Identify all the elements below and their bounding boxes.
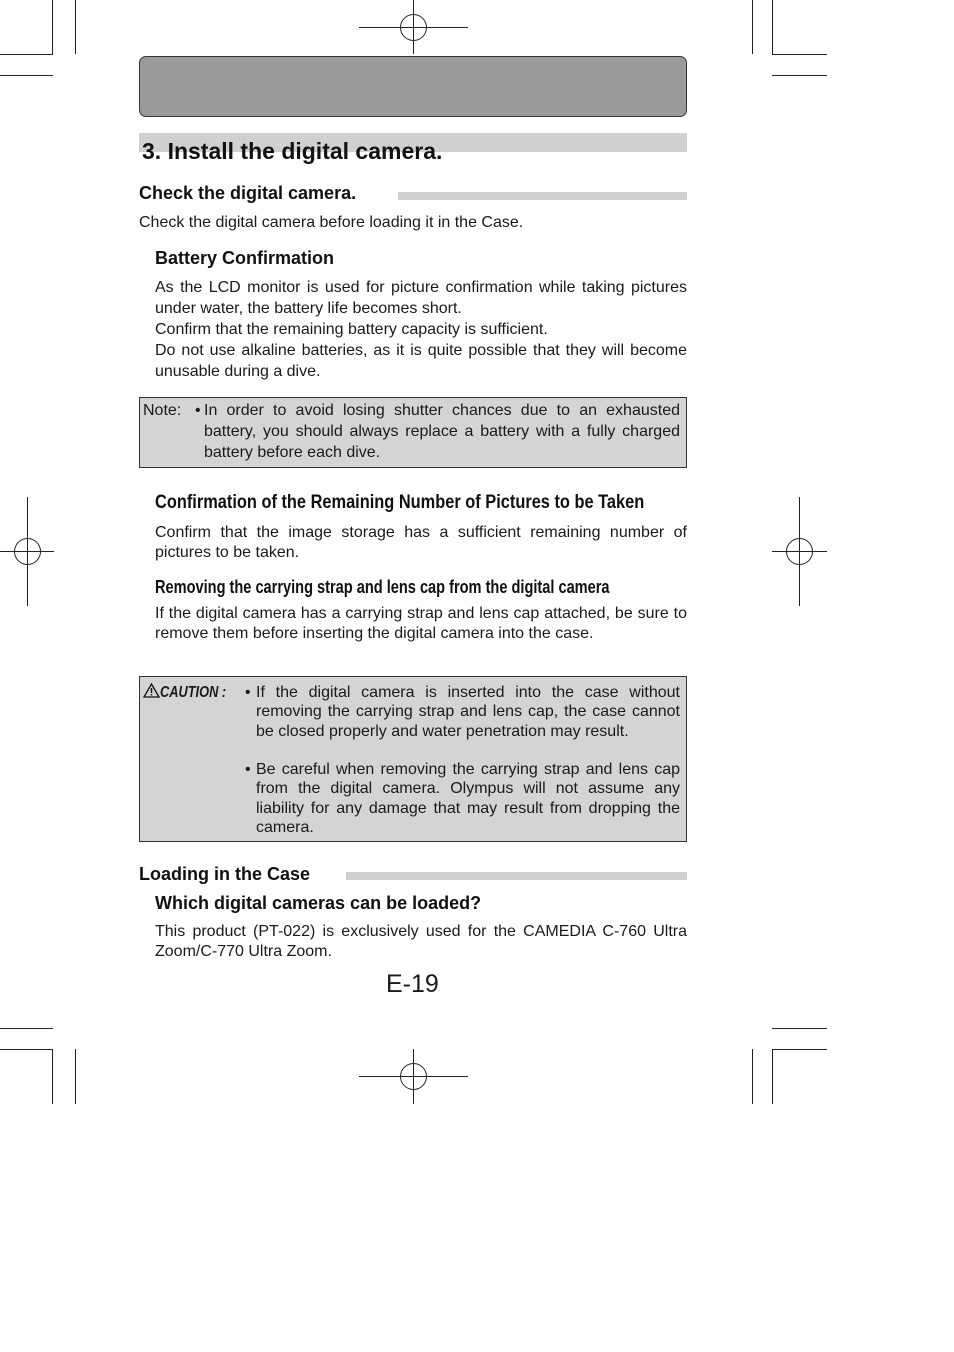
loading-text: This product (PT-022) is exclusively used for the CAMEDIA C-760 Ultra Zoom/C-770 Ultra Zoom. — [155, 923, 687, 960]
remaining-text: Confirm that the image storage has a sufficient remaining number of pictures to be taken. — [155, 524, 687, 561]
battery-paragraph-1: As the LCD monitor is used for picture confirmation while taking pictures under water, the battery life becomes short. — [155, 279, 687, 317]
caution-bullet-1: • — [245, 684, 251, 701]
warning-triangle-icon — [143, 683, 160, 698]
caution-label: CAUTION : — [160, 684, 227, 701]
strap-heading-wrap — [155, 577, 716, 598]
note-text: In order to avoid losing shutter chances due to an exhausted battery, you should always replace a battery with a fully charged battery before each dive. — [204, 402, 680, 461]
check-heading-rule — [398, 192, 687, 200]
caution-item-2: Be careful when removing the carrying strap and lens cap from the digital camera. Olympus will not assume any liability for any damage that may result from dropping the camera. — [256, 761, 680, 836]
page-number: E-19 — [386, 970, 439, 998]
caution-label-group — [143, 683, 243, 702]
battery-paragraph-2: Confirm that the remaining battery capacity is sufficient. — [155, 321, 548, 338]
caution-box — [139, 676, 687, 842]
caution-bullet-2: • — [245, 761, 251, 778]
loading-heading-rule — [346, 872, 687, 880]
loading-subheading: Which digital cameras can be loaded? — [155, 893, 482, 913]
remaining-heading: Confirmation of the Remaining Number of Pictures to be Taken — [155, 492, 645, 513]
check-heading: Check the digital camera. — [139, 183, 357, 203]
section-title: 3. Install the digital camera. — [142, 138, 443, 164]
caution-item-1: If the digital camera is inserted into the case without removing the carrying strap and lens cap, the case cannot be closed properly and water penetration may result. — [256, 684, 680, 740]
note-box — [139, 397, 687, 468]
strap-text: If the digital camera has a carrying strap and lens cap attached, be sure to remove them before inserting the digital camera into the case. — [155, 605, 687, 642]
note-label: Note: — [143, 402, 182, 419]
header-banner — [139, 56, 687, 117]
check-intro: Check the digital camera before loading it in the Case. — [139, 214, 524, 231]
loading-heading: Loading in the Case — [139, 864, 311, 884]
remaining-heading-wrap — [155, 492, 723, 514]
battery-heading: Battery Confirmation — [155, 248, 335, 268]
strap-heading: Removing the carrying strap and lens cap from the digital camera — [155, 577, 610, 597]
battery-paragraph-3: Do not use alkaline batteries, as it is quite possible that they will become unusable during a dive. — [155, 342, 687, 380]
note-bullet: • — [195, 402, 201, 419]
